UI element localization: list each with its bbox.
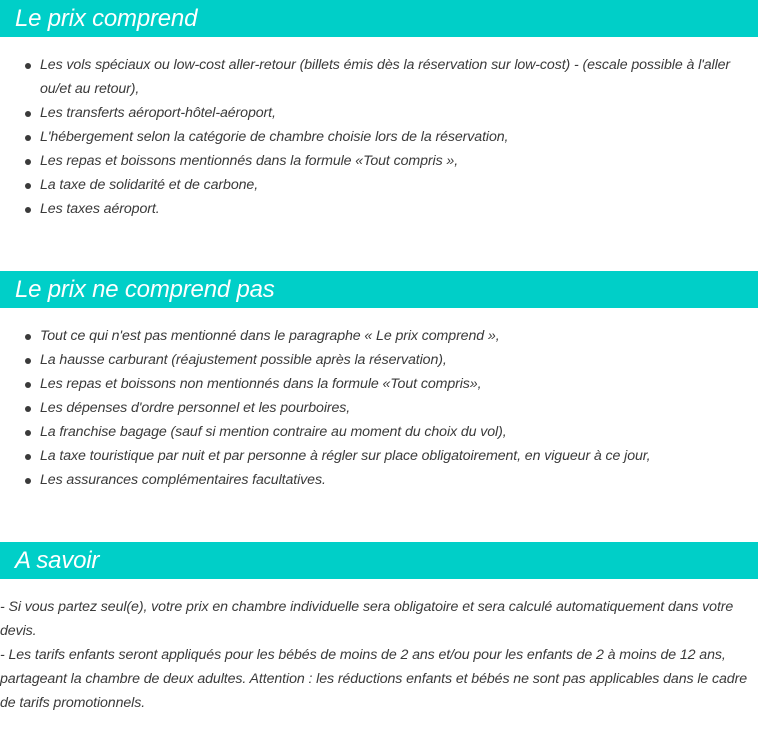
price-includes-list xyxy=(0,53,758,221)
list-item: L'hébergement selon la catégorie de chambre choisie lors de la réservation, xyxy=(25,125,758,149)
price-excludes-title: Le prix ne comprend pas xyxy=(15,275,275,303)
price-includes-section xyxy=(0,0,758,221)
good-to-know-paragraph: - Les tarifs enfants seront appliqués pour les bébés de moins de 2 ans et/ou pour les enfants de 2 à moins de 12 ans, partageant la chambre de deux adultes. Attention : les réductions enfants et bébés ne sont pas applicables dans le cadre de tarifs promotionnels. xyxy=(0,647,748,711)
good-to-know-paragraph: - Si vous partez seul(e), votre prix en chambre individuelle sera obligatoire et sera calculé automatiquement dans votre devis. xyxy=(0,599,734,639)
list-item: Les assurances complémentaires facultatives. xyxy=(25,468,758,492)
list-item: Les repas et boissons non mentionnés dans la formule «Tout compris», xyxy=(25,372,758,396)
list-item: Les vols spéciaux ou low-cost aller-retour (billets émis dès la réservation sur low-cost) - (escale possible à l'aller ou/et au retour), xyxy=(25,53,758,101)
list-item: Les taxes aéroport. xyxy=(25,197,758,221)
price-includes-title: Le prix comprend xyxy=(15,4,198,32)
list-item: Les dépenses d'ordre personnel et les pourboires, xyxy=(25,396,758,420)
good-to-know-body xyxy=(0,595,758,715)
list-item: La taxe touristique par nuit et par personne à régler sur place obligatoirement, en vigueur à ce jour, xyxy=(25,444,758,468)
list-item: La taxe de solidarité et de carbone, xyxy=(25,173,758,197)
price-excludes-section xyxy=(0,271,758,492)
list-item: La franchise bagage (sauf si mention contraire au moment du choix du vol), xyxy=(25,420,758,444)
good-to-know-title: A savoir xyxy=(15,546,100,574)
price-excludes-list xyxy=(0,324,758,492)
good-to-know-section xyxy=(0,542,758,715)
good-to-know-header xyxy=(0,542,758,579)
price-includes-header xyxy=(0,0,758,37)
list-item: Les transferts aéroport-hôtel-aéroport, xyxy=(25,101,758,125)
list-item: La hausse carburant (réajustement possible après la réservation), xyxy=(25,348,758,372)
list-item: Tout ce qui n'est pas mentionné dans le paragraphe « Le prix comprend », xyxy=(25,324,758,348)
price-excludes-header xyxy=(0,271,758,308)
list-item: Les repas et boissons mentionnés dans la formule «Tout compris », xyxy=(25,149,758,173)
